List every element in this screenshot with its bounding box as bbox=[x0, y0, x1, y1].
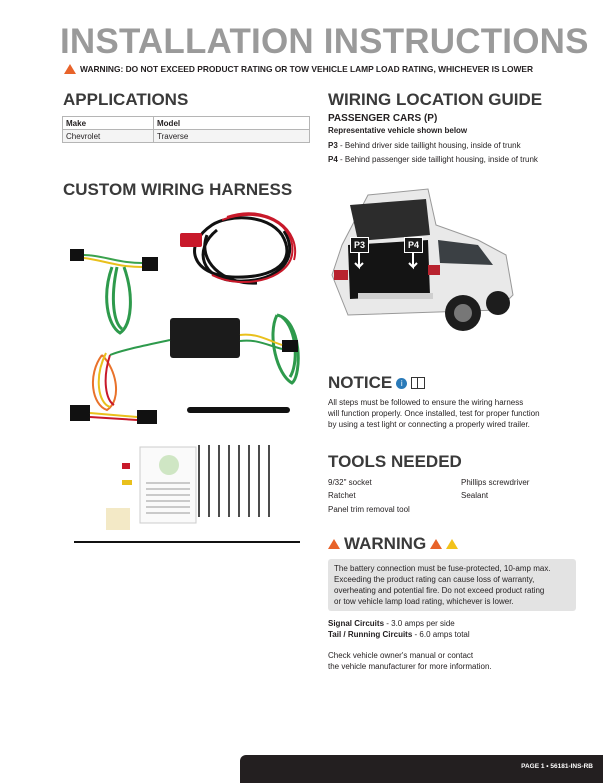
page-number: PAGE 1 • 56181-INS-RB bbox=[521, 763, 593, 770]
cell-make: Chevrolet bbox=[63, 130, 154, 143]
tail-value: - 6.0 amps total bbox=[412, 630, 470, 639]
red-wire-coil bbox=[212, 213, 295, 282]
warning-box bbox=[328, 559, 576, 611]
tools-heading: TOOLS NEEDED bbox=[328, 452, 462, 471]
harness-illustration bbox=[62, 205, 312, 550]
warning-line: The battery connection must be fuse-protected, 10-amp max. bbox=[334, 564, 551, 573]
connector-top-mid bbox=[142, 257, 158, 271]
wiring-item-p4 bbox=[328, 155, 538, 164]
notice-line: by using a test light or connecting a properly wired trailer. bbox=[328, 420, 530, 429]
top-warning-text: WARNING: DO NOT EXCEED PRODUCT RATING OR TOW VEHICLE LAMP LOAD RATING, WHICHEVER IS LOWER bbox=[80, 64, 534, 74]
p3-label: P3 bbox=[350, 237, 369, 253]
signal-value: - 3.0 amps per side bbox=[384, 619, 455, 628]
tool-item: 9/32" socket bbox=[328, 478, 372, 487]
notice-heading: NOTICE bbox=[328, 373, 393, 392]
connector-top-left bbox=[70, 249, 84, 261]
tool-item: Sealant bbox=[461, 491, 489, 500]
warning-icon bbox=[328, 539, 340, 549]
sealant-pad bbox=[106, 508, 130, 530]
tool-item: Panel trim removal tool bbox=[328, 505, 410, 514]
warning-line: Exceeding the product rating can cause loss of warranty, bbox=[334, 575, 535, 584]
fuse bbox=[122, 463, 130, 469]
manual-line: the vehicle manufacturer for more information. bbox=[328, 662, 492, 671]
warning-line: or tow vehicle lamp load rating, whichever is lower. bbox=[334, 597, 514, 606]
power-wire-coil bbox=[195, 218, 290, 283]
zip-ties bbox=[199, 445, 269, 517]
signal-label: Signal Circuits bbox=[328, 619, 385, 628]
warning-icon bbox=[430, 539, 442, 549]
p4-label: P4 bbox=[404, 237, 423, 253]
tool-item: Phillips screwdriver bbox=[461, 478, 530, 487]
notice-line: All steps must be followed to ensure the wiring harness bbox=[328, 398, 524, 407]
warning-heading: WARNING bbox=[344, 534, 427, 553]
connector-bottom-left bbox=[70, 405, 90, 421]
item-code: P3 bbox=[328, 141, 338, 150]
page-footer bbox=[240, 755, 603, 783]
wiring-subheading: PASSENGER CARS (P) bbox=[328, 113, 438, 124]
item-text: - Behind passenger side taillight housing, inside of trunk bbox=[337, 155, 538, 164]
notice-title bbox=[328, 373, 425, 393]
manual-line: Check vehicle owner's manual or contact bbox=[328, 651, 474, 660]
connector-right bbox=[282, 340, 298, 352]
applications-table bbox=[62, 116, 310, 143]
converter-module bbox=[170, 318, 240, 358]
info-icon: i bbox=[396, 378, 407, 389]
wiring-heading: WIRING LOCATION GUIDE bbox=[328, 90, 543, 109]
butt-connector bbox=[122, 480, 132, 485]
tail-label: Tail / Running Circuits bbox=[328, 630, 413, 639]
page-title: INSTALLATION INSTRUCTIONS bbox=[60, 22, 589, 61]
warning-icon bbox=[64, 64, 76, 74]
cell-model: Traverse bbox=[154, 130, 310, 143]
signal-circuits bbox=[328, 618, 455, 629]
col-make: Make bbox=[63, 117, 154, 130]
col-model: Model bbox=[154, 117, 310, 130]
harness-heading: CUSTOM WIRING HARNESS bbox=[63, 180, 293, 199]
tool-item: Ratchet bbox=[328, 491, 356, 500]
item-code: P4 bbox=[328, 155, 338, 164]
tail-circuits bbox=[328, 629, 470, 640]
location-arrows bbox=[350, 253, 430, 275]
manual-icon bbox=[411, 377, 425, 389]
manual-note bbox=[328, 650, 492, 672]
table-row bbox=[63, 130, 310, 143]
notice-text bbox=[328, 397, 540, 430]
warning-line: overheating and potential fire. Do not exceed product rating bbox=[334, 586, 545, 595]
connector-bottom-mid bbox=[137, 410, 157, 424]
orange-wire-loop bbox=[93, 340, 170, 410]
electrical-hazard-icon bbox=[446, 539, 458, 549]
item-text: - Behind driver side taillight housing, inside of trunk bbox=[337, 141, 521, 150]
wiring-item-p3 bbox=[328, 141, 521, 150]
fuse-holder bbox=[180, 233, 202, 247]
wiring-note: Representative vehicle shown below bbox=[328, 126, 468, 135]
green-wire-loop bbox=[107, 267, 131, 333]
notice-line: will function properly. Once installed, test for proper function bbox=[328, 409, 540, 418]
warning-title bbox=[328, 534, 458, 554]
applications-heading: APPLICATIONS bbox=[63, 90, 189, 109]
top-warning bbox=[64, 64, 533, 74]
